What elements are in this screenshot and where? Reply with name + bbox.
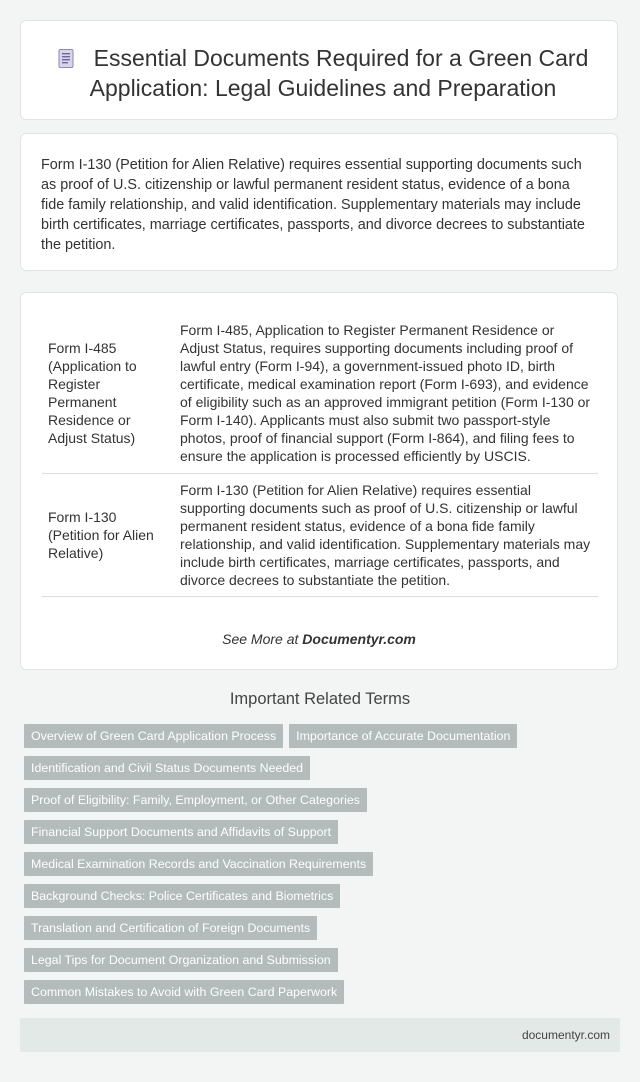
related-term-tag[interactable]: Legal Tips for Document Organization and Submission [24, 948, 338, 972]
table-row-value: Form I-485, Application to Register Permanent Residence or Adjust Status, requires supporting documents including proof of lawful entry (Form I-94), a government-issued photo ID, birth certificate, medical examination report (Form I-693), and evidence of eligibility such as an approved immigrant petition (Form I-130 or Form I-140). Applicants must also submit two passport-style photos, proof of financial support (Form I-864), and filing fees to ensure the application is processed efficiently by USCIS. [172, 313, 598, 473]
related-term-tag[interactable]: Importance of Accurate Documentation [289, 724, 517, 748]
page-title [45, 43, 601, 103]
title-card [20, 20, 618, 120]
see-more [21, 631, 617, 647]
related-term-tag[interactable]: Proof of Eligibility: Family, Employment, or Other Categories [24, 788, 367, 812]
intro-card [20, 133, 618, 271]
document-icon [58, 49, 74, 68]
intro-paragraph: Form I-130 (Petition for Alien Relative) requires essential supporting documents such as proof of U.S. citizenship or lawful permanent resident status, evidence of a bona fide family relationship, and valid identification. Supplementary materials may include birth certificates, marriage certificates, passports, and divorce decrees to substantiate the petition. [41, 157, 585, 253]
documents-table-card [20, 292, 618, 670]
related-terms-title: Important Related Terms [229, 690, 411, 708]
footer [20, 1018, 620, 1052]
footer-site-link[interactable]: documentyr.com [521, 1028, 610, 1042]
see-more-link[interactable]: Documentyr.com [302, 631, 416, 647]
related-term-tag[interactable]: Identification and Civil Status Documents Needed [24, 756, 310, 780]
related-term-tag[interactable]: Common Mistakes to Avoid with Green Card Paperwork [24, 980, 344, 1004]
table-row [42, 473, 598, 596]
related-terms-list [24, 724, 624, 1012]
table-row-value: Form I-130 (Petition for Alien Relative) requires essential supporting documents such as proof of U.S. citizenship or lawful permanent resident status, evidence of a bona fide family relationship, and valid identification. Supplementary materials may include birth certificates, marriage certificates, passports, and divorce decrees to substantiate the petition. [172, 473, 598, 596]
table-row [42, 313, 598, 473]
related-term-tag[interactable]: Translation and Certification of Foreign Documents [24, 916, 317, 940]
documents-table [42, 313, 598, 597]
table-row-key: Form I-485 (Application to Register Permanent Residence or Adjust Status) [42, 313, 172, 473]
related-term-tag[interactable]: Medical Examination Records and Vaccination Requirements [24, 852, 373, 876]
related-term-tag[interactable]: Overview of Green Card Application Process [24, 724, 283, 748]
see-more-prefix: See More at [222, 631, 303, 647]
table-row-key: Form I-130 (Petition for Alien Relative) [42, 473, 172, 596]
page-title-text: Essential Documents Required for a Green Card Application: Legal Guidelines and Preparation [89, 45, 589, 101]
related-term-tag[interactable]: Background Checks: Police Certificates and Biometrics [24, 884, 340, 908]
related-term-tag[interactable]: Financial Support Documents and Affidavits of Support [24, 820, 338, 844]
